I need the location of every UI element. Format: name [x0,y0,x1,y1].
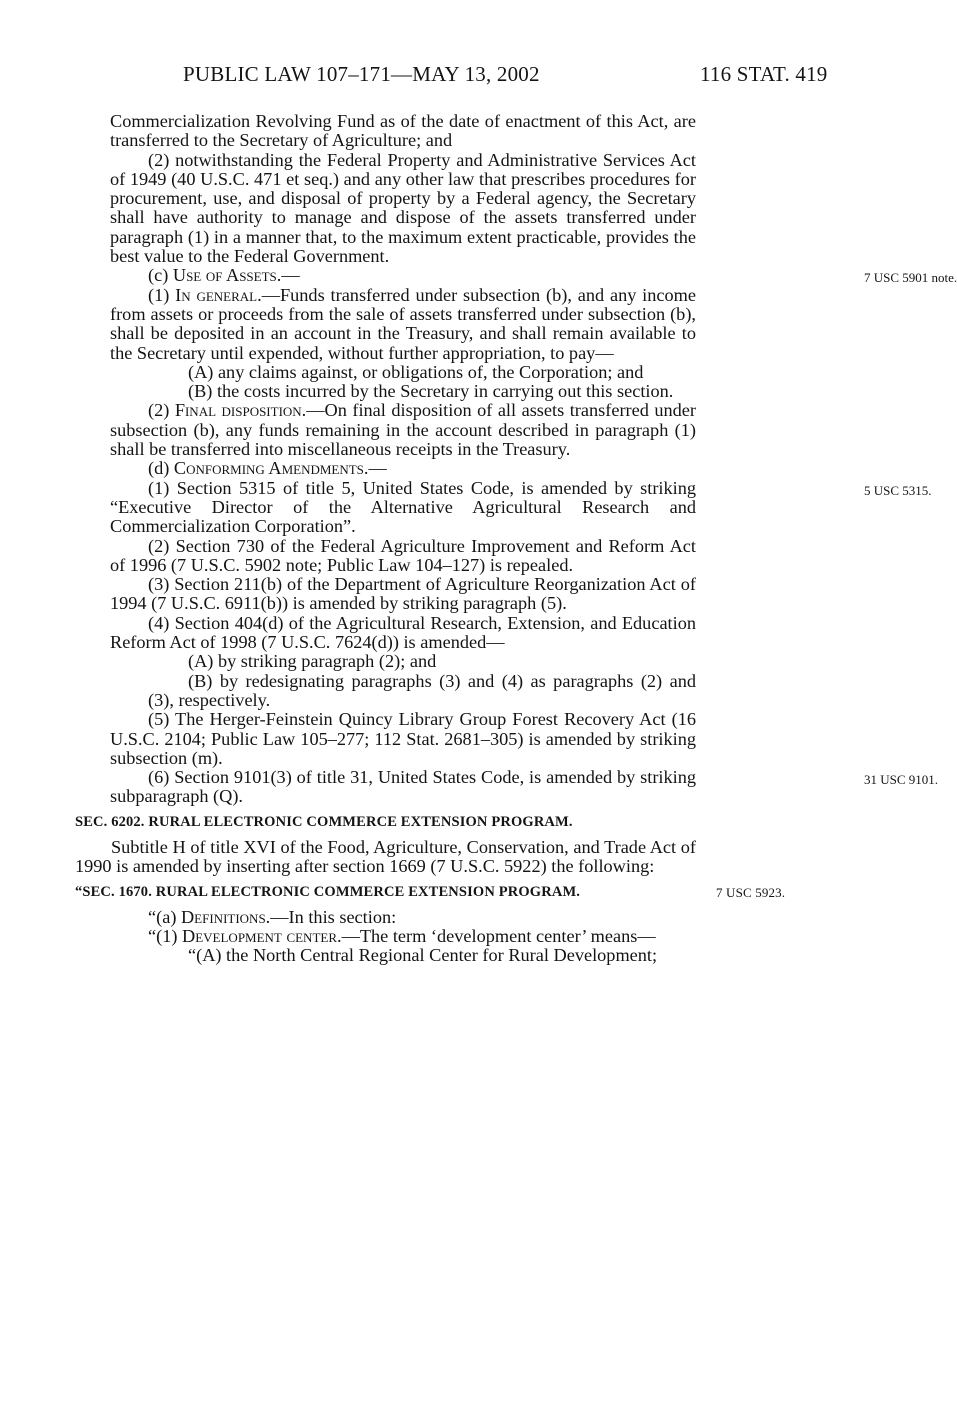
subsection-d-heading: (d) Conforming Amendments.— [148,458,387,479]
paragraph-c1: (1) In general.—Funds transferred under subsection (b), and any income from assets or proceeds from the sale of assets transferred under subsection (b), shall be deposited in an account in the Treasury, and shall remain available to the Secretary until expended, without further appropriation, to pay— [110,284,696,363]
running-header [0,62,940,88]
paragraph-d2: (2) Section 730 of the Federal Agriculture Improvement and Reform Act of 1996 (7 U.S.C. 5902 note; Public Law 104–127) is repealed. [110,535,696,575]
paragraph-c1-title: In general. [175,284,262,305]
paragraph-d4: (4) Section 404(d) of the Agricultural Research, Extension, and Education Reform Act of 1998 (7 U.S.C. 7624(d)) is amended— [110,612,696,653]
subsection-a-title: Definitions. [180,906,271,927]
paragraph-d3: (3) Section 211(b) of the Department of Agriculture Reorganization Act of 1994 (7 U.S.C. 6911(b)) is amended by striking paragraph (5). [110,574,696,614]
paragraph-d6: (6) Section 9101(3) of title 31, United States Code, is amended by striking subparagraph (Q). 31 USC 9101. [110,767,939,807]
margin-note-7usc5901: 7 USC 5901 note. [864,270,957,286]
margin-note-5usc5315: 5 USC 5315. [864,482,932,498]
section-1670-heading: “SEC. 1670. RURAL ELECTRONIC COMMERCE EXTENSION PROGRAM. 7 USC 5923. [75,883,697,902]
paragraph-continuation: Commercialization Revolving Fund as of the date of enactment of this Act, are transferred to the Secretary of Agriculture; and [110,111,696,151]
paragraph-d1: (1) Section 5315 of title 5, United States Code, is amended by striking “Executive Director of the Alternative Agricultural Research and Commercialization Corporation”. 5 USC 5315. [110,477,932,537]
paragraph-a1A: “(A) the North Central Regional Center for Rural Development; [188,945,658,966]
margin-note-7usc5923: 7 USC 5923. [716,884,786,900]
subsection-a-heading: “(a) Definitions.—In this section: [148,906,397,927]
header-public-law: PUBLIC LAW 107–171—MAY 13, 2002 [183,62,540,86]
paragraph-a1: “(1) Development center.—The term ‘development center’ means— [148,926,656,947]
paragraph-d5: (5) The Herger-Feinstein Quincy Library Group Forest Recovery Act (16 U.S.C. 2104; Public Law 105–277; 112 Stat. 2681–305) is amended by striking subsection (m). [110,709,696,768]
subsection-c-heading: (c) Use of Assets.— 7 USC 5901 note. [110,266,696,285]
margin-note-31usc9101: 31 USC 9101. [864,772,939,788]
section-6202-body: Subtitle H of title XVI of the Food, Agriculture, Conservation, and Trade Act of 1990 is amended by inserting after section 1669 (7 U.S.C. 5922) the following: [75,836,696,877]
paragraph-c2: (2) Final disposition.—On final disposition of all assets transferred under subsection (b), any funds remaining in the account described in paragraph (1) shall be transferred into miscellaneous receipts in the Treasury. [110,400,697,460]
header-stat-page: 116 STAT. 419 [700,62,828,86]
paragraph-c1A: (A) any claims against, or obligations of, the Corporation; and [188,361,644,382]
subsection-c-title: Use of Assets. [172,265,282,286]
paragraph-d4A: (A) by striking paragraph (2); and [188,651,437,672]
paragraph-c1B: (B) the costs incurred by the Secretary in carrying out this section. [188,381,674,402]
paragraph-d4B: (B) by redesignating paragraphs (3) and (4) as paragraphs (2) and (3), respectively. [148,670,696,710]
page-body [0,111,957,966]
paragraph-a1-title: Development center. [182,926,342,947]
subsection-d-title: Conforming Amendments. [173,458,369,479]
section-6202-heading: SEC. 6202. RURAL ELECTRONIC COMMERCE EXTENSION PROGRAM. [75,813,573,830]
paragraph-b2: (2) notwithstanding the Federal Property and Administrative Services Act of 1949 (40 U.S.C. 471 et seq.) and any other law that prescribes procedures for procurement, use, and disposal of property by a Federal agency, the Secretary shall have authority to manage and dispose of the assets transferred under paragraph (1) in a manner that, to the maximum extent practicable, provides the best value to the Federal Government. [110,149,696,267]
paragraph-c2-title: Final disposition. [174,400,307,421]
